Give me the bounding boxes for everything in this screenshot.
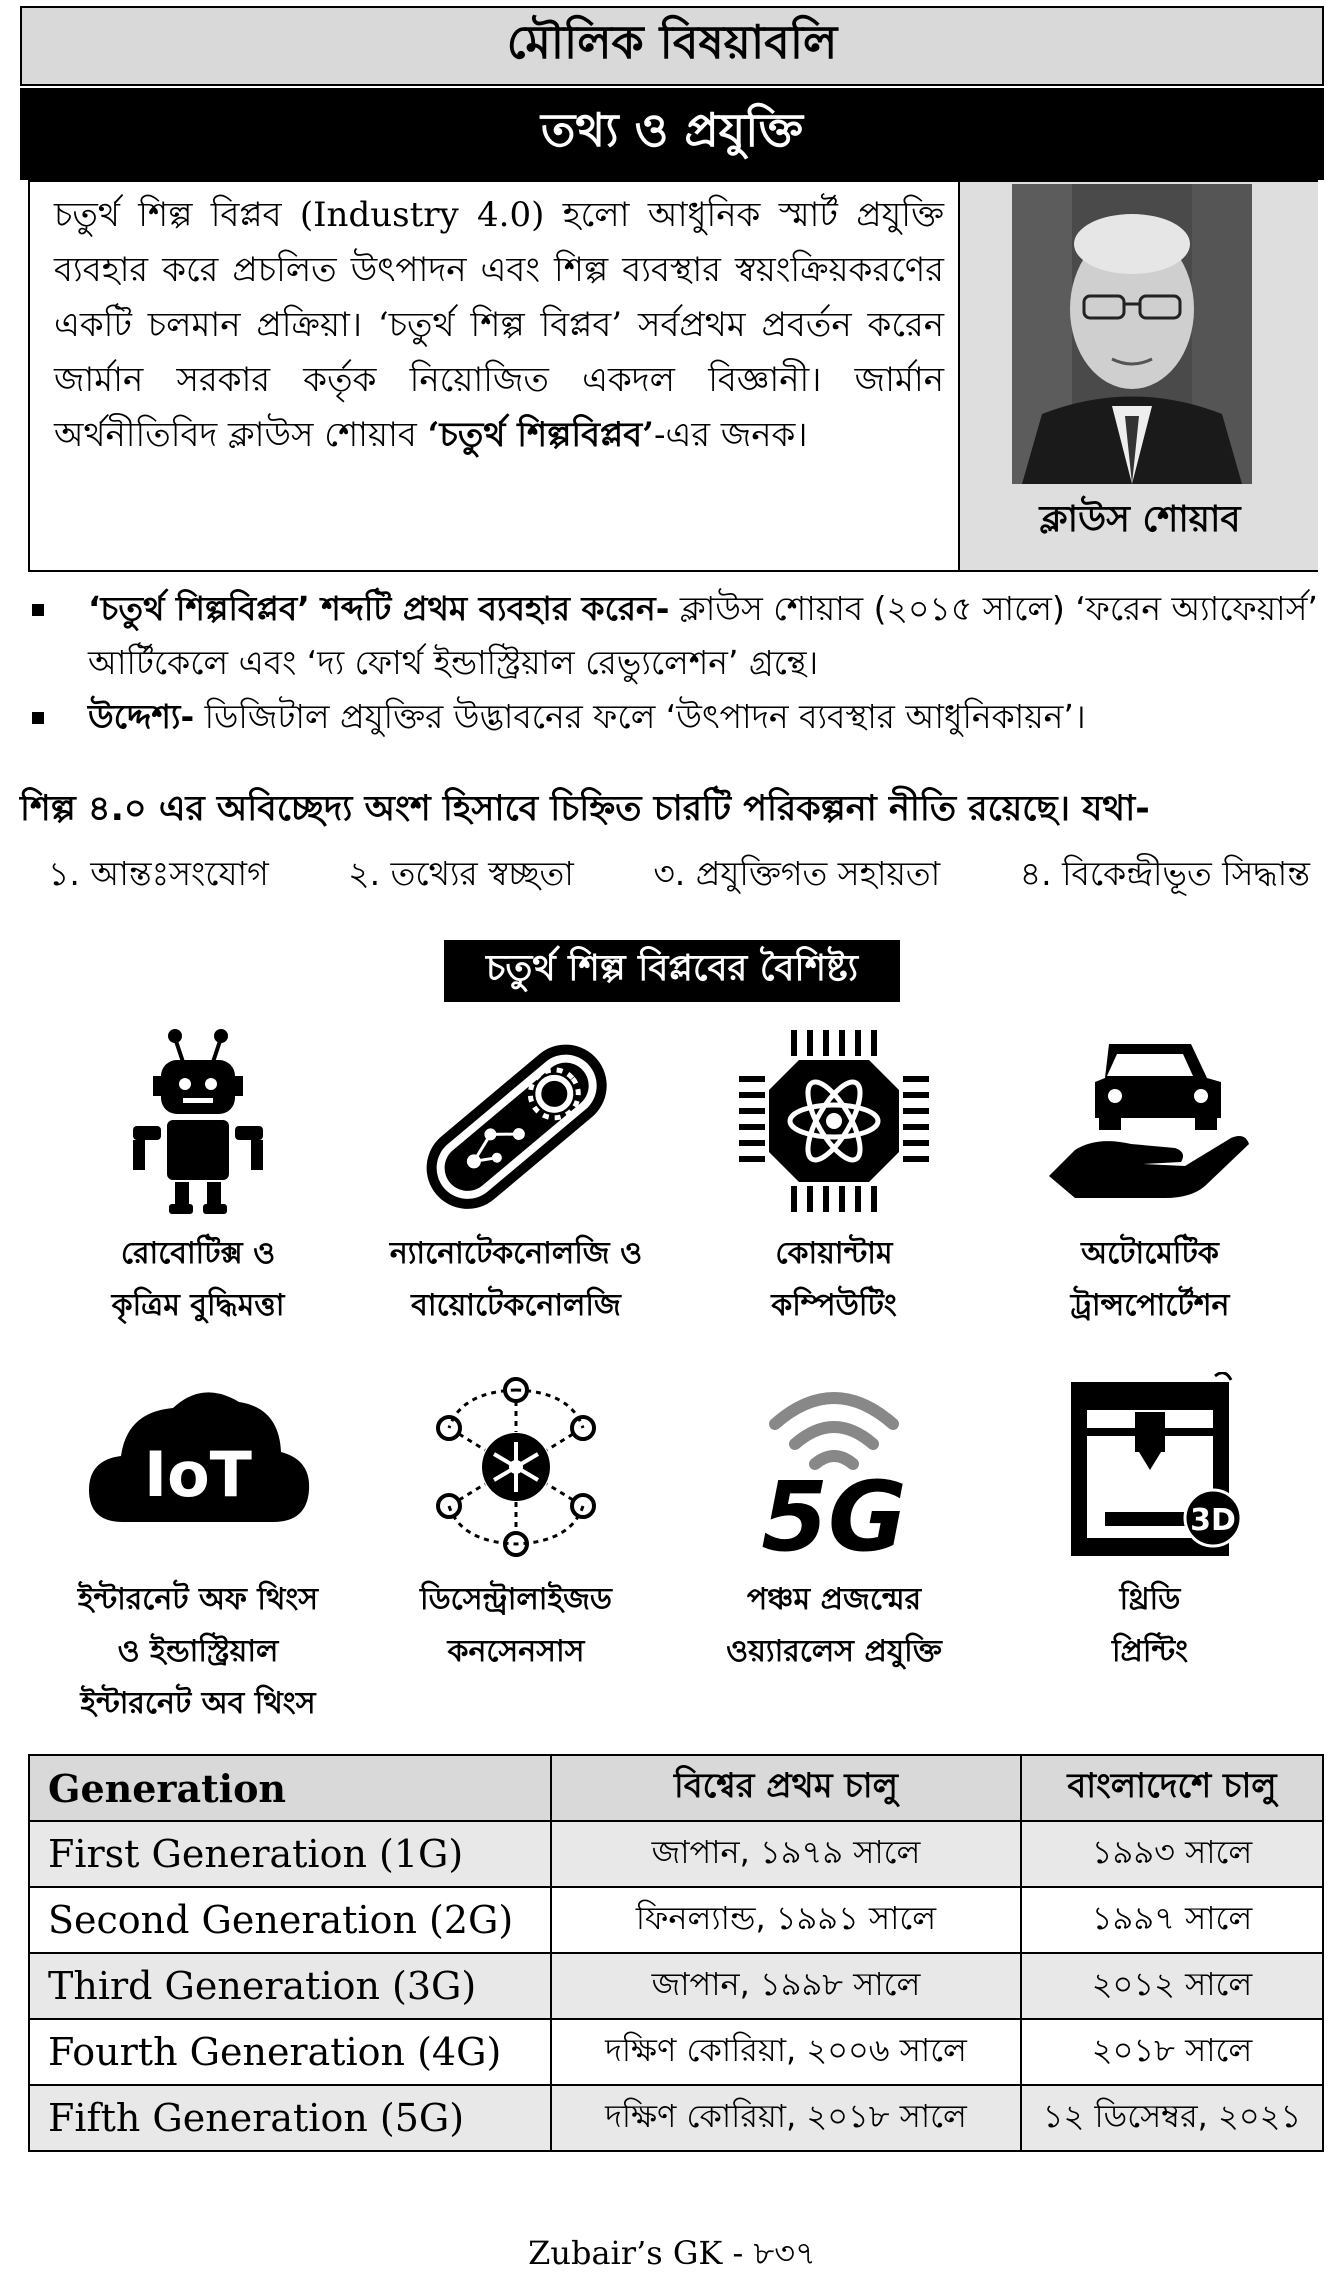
table-header: Generation [29, 1755, 551, 1821]
feature-5g [684, 1372, 984, 1678]
generation-table [28, 1754, 1324, 2152]
section-title: তথ্য ও প্রযুক্তি [20, 88, 1324, 180]
5g-icon [719, 1372, 949, 1562]
bullet-bold: ‘চতুর্থ শিল্পবিপ্লব’ শব্দটি প্রথম ব্যবহার করেন- [88, 589, 670, 628]
page-title: মৌলিক বিষয়াবলি [20, 6, 1324, 86]
table-cell: দক্ষিণ কোরিয়া, ২০০৬ সালে [551, 2019, 1021, 2085]
feature-label-line: কম্পিউটিং [771, 1288, 897, 1323]
feature-label-line: অটোমেটিক [1081, 1236, 1219, 1271]
feature-label [684, 1574, 984, 1678]
feature-label-line: ট্রান্সপোর্টেশন [1070, 1288, 1230, 1323]
robot-icon [83, 1026, 313, 1216]
feature-transport [1000, 1026, 1300, 1332]
page-footer: Zubair’s GK - ৮৩৭ [528, 2234, 816, 2272]
features-title: চতুর্থ শিল্প বিপ্লবের বৈশিষ্ট্য [444, 940, 900, 1002]
feature-label-line: রোবোটিক্স ও [120, 1236, 276, 1271]
feature-label-line: কৃত্রিম বুদ্ধিমত্তা [111, 1288, 285, 1323]
intro-box [28, 180, 1318, 572]
feature-label-line: বায়োটেকনোলজি [411, 1288, 621, 1323]
feature-label [366, 1574, 666, 1678]
intro-paragraph [54, 188, 944, 463]
table-cell: জাপান, ১৯৯৮ সালে [551, 1953, 1021, 2019]
5g-text: 5G [761, 1461, 907, 1562]
feature-label-line: ইন্টারনেট অব থিংস [80, 1686, 316, 1721]
plan-item: ২. তথ্যের স্বচ্ছতা [348, 854, 574, 893]
table-header: বিশ্বের প্রথম চালু [551, 1755, 1021, 1821]
feature-robotics [48, 1026, 348, 1332]
feature-label-line: পঞ্চম প্রজন্মের [746, 1582, 922, 1617]
feature-label-line: ওয়্যারলেস প্রযুক্তি [726, 1634, 942, 1669]
bullet-bold: উদ্দেশ্য- [88, 697, 195, 736]
photo-cell [958, 182, 1318, 570]
intro-bold: ‘চতুর্থ শিল্পবিপ্লব’ [427, 415, 654, 455]
bullet-text: ডিজিটাল প্রযুক্তির উদ্ভাবনের ফলে ‘উৎপাদন ব্যবস্থার আধুনিকায়ন’। [194, 697, 1086, 736]
table-cell: Third Generation (3G) [29, 1953, 551, 2019]
photo-caption: ক্লাউস শোয়াব [1039, 499, 1241, 540]
feature-consensus [366, 1372, 666, 1678]
3d-badge-text: 3D [1190, 1503, 1236, 1538]
feature-label-line: কনসেনসাস [447, 1634, 585, 1669]
table-cell: দক্ষিণ কোরিয়া, ২০১৮ সালে [551, 2085, 1021, 2151]
iot-cloud-text: IoT [144, 1438, 252, 1511]
table-header: বাংলাদেশে চালু [1021, 1755, 1323, 1821]
feature-label-line: ইন্টারনেট অফ থিংস [77, 1582, 319, 1617]
bullet-item [20, 690, 1324, 744]
car-hand-icon [1035, 1026, 1265, 1216]
plan-item: ৩. প্রযুক্তিগত সহায়তা [653, 854, 941, 893]
feature-label [366, 1228, 666, 1332]
table-cell: ১২ ডিসেম্বর, ২০২১ [1021, 2085, 1323, 2151]
feature-nanotech [366, 1026, 666, 1332]
feature-iot [48, 1372, 348, 1730]
feature-label-line: কোয়ান্টাম [775, 1236, 893, 1271]
quantum-chip-icon [719, 1026, 949, 1216]
feature-label [684, 1228, 984, 1332]
nanotech-icon [401, 1026, 631, 1216]
plan-heading: শিল্প ৪.০ এর অবিচ্ছেদ্য অংশ হিসাবে চিহ্নিত চারটি পরিকল্পনা নীতি রয়েছে। যথা- [20, 789, 1150, 829]
table-row [29, 1953, 1323, 2019]
feature-label [48, 1574, 348, 1730]
table-cell: Second Generation (2G) [29, 1887, 551, 1953]
table-cell: Fifth Generation (5G) [29, 2085, 551, 2151]
table-row [29, 1821, 1323, 1887]
feature-label-line: প্রিন্টিং [1111, 1634, 1189, 1669]
table-cell: ফিনল্যান্ড, ১৯৯১ সালে [551, 1887, 1021, 1953]
table-cell: First Generation (1G) [29, 1821, 551, 1887]
table-row [29, 2019, 1323, 2085]
network-icon [401, 1372, 631, 1562]
intro-text: চতুর্থ শিল্প বিপ্লব (Industry 4.0) হলো আধুনিক স্মার্ট প্রযুক্তি ব্যবহার করে প্রচলিত উৎপাদন এবং শিল্প ব্যবস্থার স্বয়ংক্রিয়করণের একটি চলমান প্রক্রিয়া। ‘চতুর্থ শিল্প বিপ্লব’ সর্বপ্রথম প্রবর্তন করেন জার্মান সরকার কর্তৃক নিয়োজিত একদল বিজ্ঞানী। জার্মান অর্থনীতিবিদ ক্লাউস শোয়াব [54, 195, 944, 455]
bullet-item [20, 582, 1324, 690]
table-row [29, 2085, 1323, 2151]
portrait-photo [1012, 184, 1252, 484]
table-header-row [29, 1755, 1323, 1821]
3d-printer-icon [1035, 1372, 1265, 1562]
table-cell: ২০১৮ সালে [1021, 2019, 1323, 2085]
feature-label [48, 1228, 348, 1332]
feature-label-line: ন্যানোটেকনোলজি ও [389, 1236, 643, 1271]
feature-quantum [684, 1026, 984, 1332]
table-cell: ২০১২ সালে [1021, 1953, 1323, 2019]
feature-label [1000, 1574, 1300, 1678]
iot-cloud-icon [83, 1372, 313, 1562]
feature-label-line: ও ইন্ডাস্ট্রিয়াল [117, 1634, 279, 1669]
table-cell: ১৯৯৩ সালে [1021, 1821, 1323, 1887]
feature-3d-printing [1000, 1372, 1300, 1678]
table-cell: Fourth Generation (4G) [29, 2019, 551, 2085]
feature-label-line: থ্রিডি [1119, 1582, 1181, 1617]
bullet-text: ক্লাউস শোয়াব (২০১৫ সালে) ‘ফরেন অ্যাফেয়ার্স’ আর্টিকেলে এবং ‘দ্য ফোর্থ ইন্ডাস্ট্রিয়াল রেভ্যুলেশন’ গ্রন্থে। [88, 589, 1318, 682]
feature-label [1000, 1228, 1300, 1332]
plan-item: ১. আন্তঃসংযোগ [48, 854, 269, 893]
plan-item: ৪. বিকেন্দ্রীভূত সিদ্ধান্ত [1019, 854, 1310, 893]
page [20, 6, 1324, 2276]
table-cell: জাপান, ১৯৭৯ সালে [551, 1821, 1021, 1887]
table-cell: ১৯৯৭ সালে [1021, 1887, 1323, 1953]
plan-list [20, 848, 1324, 904]
intro-tail: -এর জনক। [653, 415, 808, 455]
table-row [29, 1887, 1323, 1953]
feature-label-line: ডিসেন্ট্রালাইজড [419, 1582, 613, 1617]
bullet-list [20, 582, 1324, 744]
